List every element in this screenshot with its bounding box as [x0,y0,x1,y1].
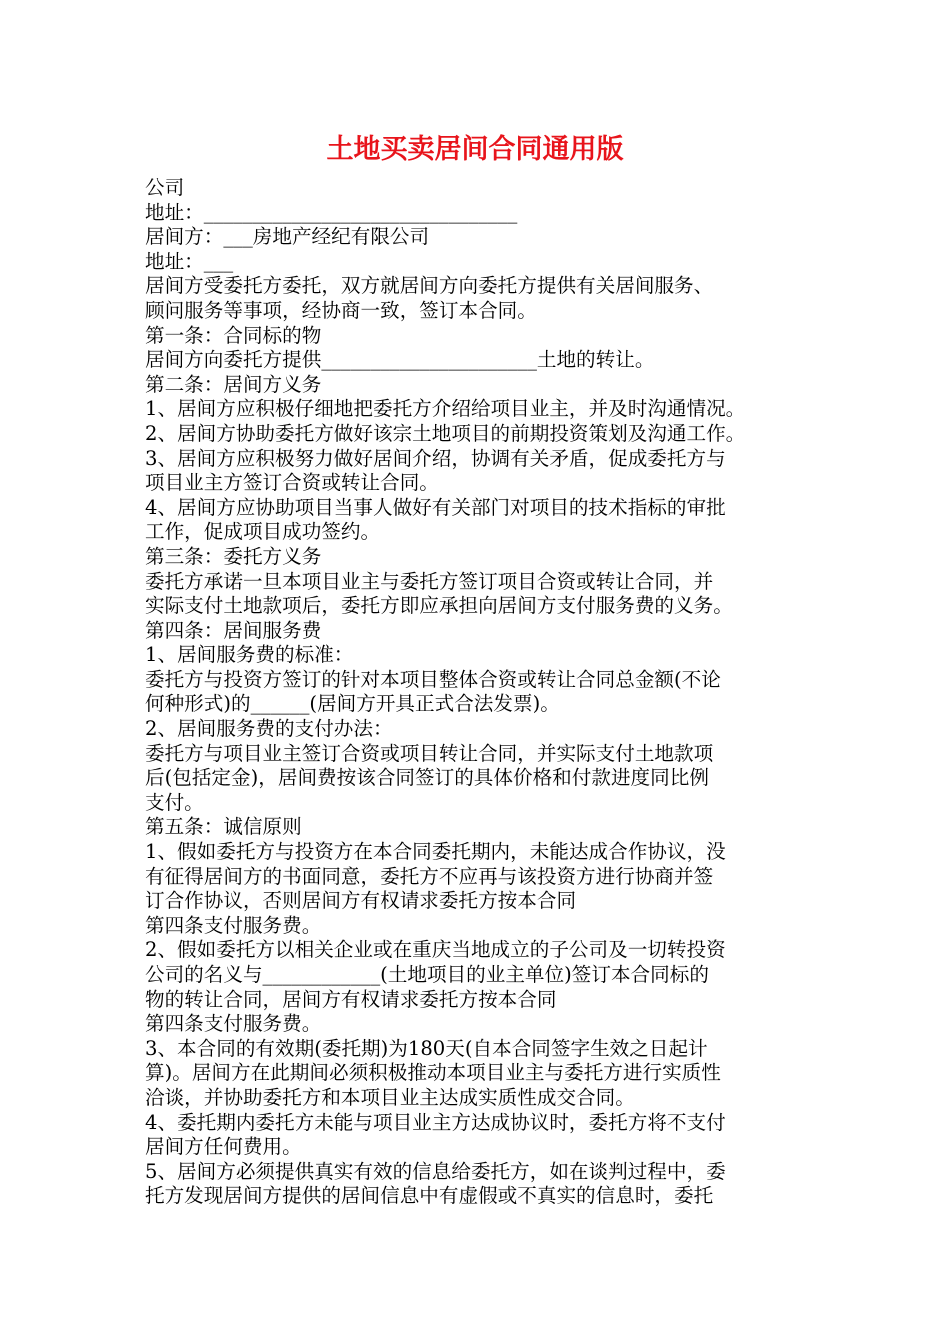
text-line: 工作，促成项目成功签约。 [145,520,381,544]
text-line: 居间方向委托方提供______________________土地的转让。 [145,348,655,372]
text-line: 订合作协议，否则居间方有权请求委托方按本合同 [145,889,577,913]
text-line: 物的转让合同，居间方有权请求委托方按本合同 [145,987,557,1011]
text-line: 4、委托期内委托方未能与项目业主方达成协议时，委托方将不支付 [145,1110,726,1134]
text-line: 2、假如委托方以相关企业或在重庆当地成立的子公司及一切转投资 [145,938,726,962]
text-line: 第四条支付服务费。 [145,913,322,937]
text-line: 委托方与投资方签订的针对本项目整体合资或转让合同总金额(不论 [145,667,721,691]
text-line: 公司 [145,176,185,199]
text-line: 委托方与项目业主签订合资或项目转让合同，并实际支付土地款项 [145,741,714,765]
text-line: 支付。 [145,790,204,814]
text-line: 第三条：委托方义务 [145,544,322,568]
text-line: 2、居间服务费的支付办法： [145,717,393,741]
text-line: 顾问服务等事项，经协商一致，签订本合同。 [145,298,537,322]
text-line: 居间方：___房地产经纪有限公司 [145,225,430,249]
text-line: 居间方任何费用。 [145,1135,302,1159]
text-line: 第二条：居间方义务 [145,372,322,396]
text-line: 委托方承诺一旦本项目业主与委托方签订项目合资或转让合同，并 [145,569,714,593]
text-line: 何种形式)的______(居间方开具正式合法发票)。 [145,692,560,716]
text-line: 5、居间方必须提供真实有效的信息给委托方，如在谈判过程中，委 [145,1159,726,1183]
text-line: 1、居间方应积极仔细地把委托方介绍给项目业主，并及时沟通情况。 [145,397,746,421]
text-line: 实际支付土地款项后，委托方即应承担向居间方支付服务费的义务。 [145,594,733,618]
text-line: 地址：___ [145,249,234,273]
text-line: 后(包括定金)，居间费按该合同签订的具体价格和付款进度同比例 [145,766,709,790]
text-line: 项目业主方签订合资或转让合同。 [145,471,439,495]
document-body [145,176,820,1209]
text-line: 居间方受委托方委托，双方就居间方向委托方提供有关居间服务、 [145,274,714,298]
document-title: 土地买卖居间合同通用版 [326,134,624,165]
text-line: 4、居间方应协助项目当事人做好有关部门对项目的技术指标的审批 [145,495,726,519]
text-line: 地址：________________________________ [145,200,518,224]
text-line: 算)。居间方在此期间必须积极推动本项目业主与委托方进行实质性 [145,1061,721,1085]
text-line: 第四条支付服务费。 [145,1012,322,1036]
text-line: 第四条：居间服务费 [145,618,322,642]
text-line: 第五条：诚信原则 [145,815,302,839]
text-line: 公司的名义与____________(土地项目的业主单位)签订本合同标的 [145,963,709,986]
text-line: 洽谈，并协助委托方和本项目业主达成实质性成交合同。 [145,1085,635,1109]
text-line: 有征得居间方的书面同意，委托方不应再与该投资方进行协商并签 [145,864,714,888]
text-line: 托方发现居间方提供的居间信息中有虚假或不真实的信息时，委托 [145,1184,714,1208]
text-line: 3、居间方应积极努力做好居间介绍，协调有关矛盾，促成委托方与 [145,446,726,470]
text-line: 2、居间方协助委托方做好该宗土地项目的前期投资策划及沟通工作。 [145,421,746,445]
text-line: 1、居间服务费的标准： [145,643,354,667]
text-line: 1、假如委托方与投资方在本合同委托期内，未能达成合作协议，没 [145,840,726,864]
text-line: 3、本合同的有效期(委托期)为180天(自本合同签字生效之日起计 [145,1036,708,1060]
text-line: 第一条：合同标的物 [145,323,322,347]
